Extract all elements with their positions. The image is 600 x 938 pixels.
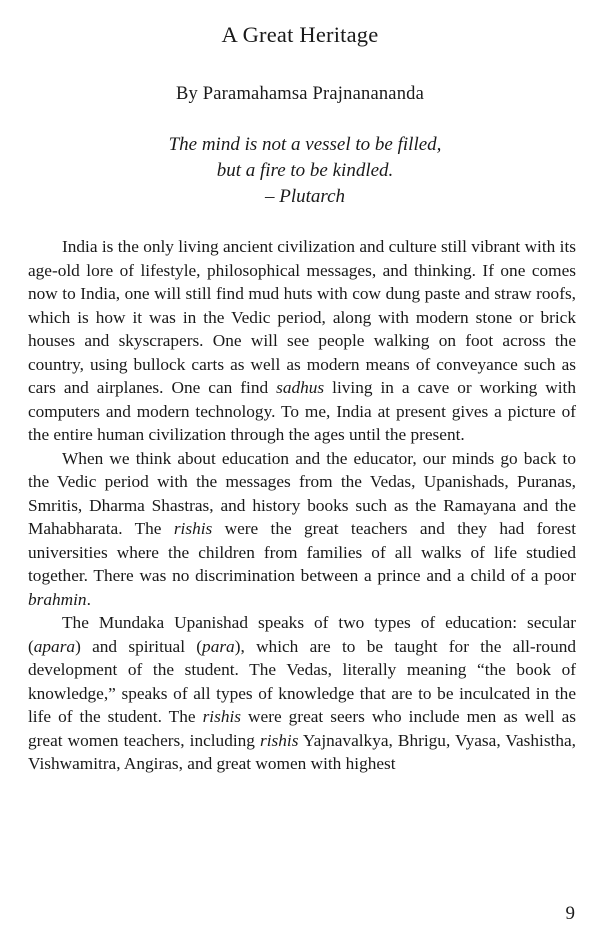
paragraph-text: living in a cave or working with computers and modern technology. To me, India at present gives a picture of the entire human civilization through the ages until the present. xyxy=(28,378,576,444)
epigraph-line-2: but a fire to be kindled. xyxy=(216,160,394,181)
paragraph-2 xyxy=(28,447,576,612)
italic-term: rishis xyxy=(202,707,241,726)
italic-term: apara xyxy=(33,636,76,656)
author-byline: By Paramahamsa Prajnanananda xyxy=(175,84,425,104)
paragraph-text: Yajnavalkya, Bhrigu, Vyasa, Vashistha, Vishwamitra, Angiras, and great women with highest xyxy=(28,730,576,773)
italic-term: rishis xyxy=(173,519,213,538)
epigraph xyxy=(0,132,600,210)
epigraph-attribution: – Plutarch xyxy=(264,186,346,207)
paragraph-text: The Mundaka Upanishad speaks of two types of education: secular ( xyxy=(28,613,576,656)
paragraph-text: ), which are to be taught for the all-round development of the student. The Vedas, literally meaning “the book of knowledge,” speaks of all types of knowledge that are to be inculcated in the life of the student. The xyxy=(28,636,576,726)
paragraph-text: India is the only living ancient civilization and culture still vibrant with its age-old lore of lifestyle, philosophical messages, and thinking. If one comes now to India, one will still find mud huts with cow dung paste and straw roofs, which is how it was in the Vedic period, along with modern stone or brick houses and skyscrapers. One will see people walking on foot across the country, using bullock carts as well as modern means of conveyance such as cars and airplanes. One can find xyxy=(28,237,576,397)
italic-term: brahmin xyxy=(28,589,87,609)
paragraph-text: . xyxy=(86,589,91,609)
paragraph-text: ) and spiritual ( xyxy=(75,636,203,656)
italic-term: para xyxy=(202,636,235,656)
paragraph-text: were great seers who include men as well as great women teachers, including xyxy=(28,707,577,750)
page-title: A Great Heritage xyxy=(221,22,379,47)
epigraph-line-1: The mind is not a vessel to be filled, xyxy=(168,134,442,155)
page-number: 9 xyxy=(565,903,575,924)
paragraph-1 xyxy=(28,235,576,447)
body-text xyxy=(28,235,576,776)
paragraph-text: were the great teachers and they had forest universities where the children from families of all walks of life studied together. There was no discrimination between a prince and a child of a poor xyxy=(28,519,576,585)
italic-term: sadhus xyxy=(276,378,325,397)
paragraph-text: When we think about education and the educator, our minds go back to the Vedic period with the messages from the Vedas, Upanishads, Puranas, Smritis, Dharma Shastras, and history books such as the Ramayana and the Mahabharata. The xyxy=(28,448,576,538)
italic-term: rishis xyxy=(260,730,299,750)
paragraph-3 xyxy=(28,611,576,776)
